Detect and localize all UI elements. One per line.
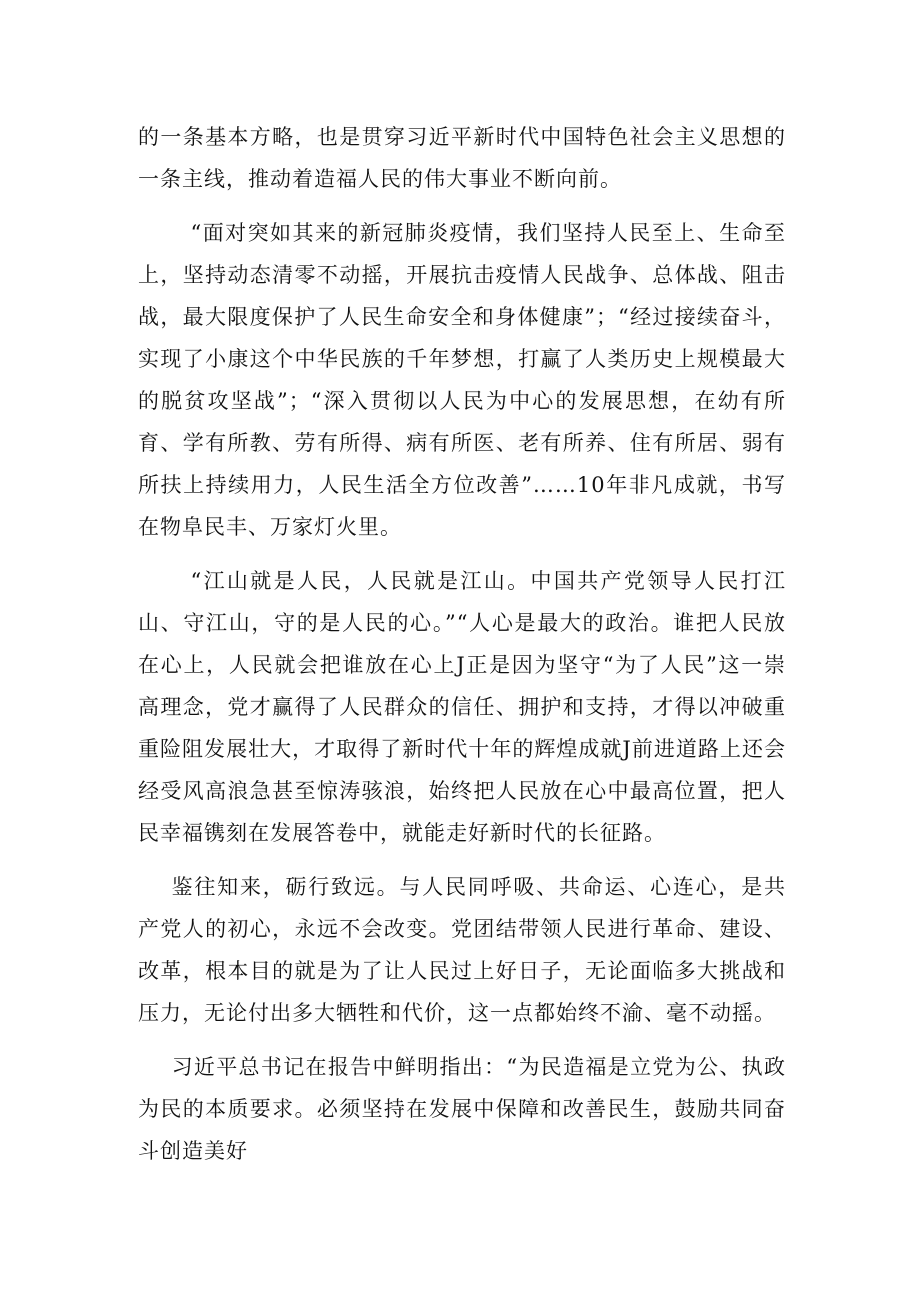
document-body bbox=[138, 116, 786, 1184]
paragraph-3: “江山就是人民，人民就是江山。中国共产党领导人民打江山、守江山，守的是人民的心。”“人心是最大的政治。谁把人民放在心上，人民就会把谁放在心上J正是因为坚守“为了人民”这一崇高理念，党才赢得了人民群众的信任、拥护和支持，才得以冲破重重险阻发展壮大，才取得了新时代十年的辉煌成就J前进道路上还会经受风高浪急甚至惊涛骇浪，始终把人民放在心中最高位置，把人民幸福镌刻在发展答卷中，就能走好新时代的长征路。 bbox=[138, 569, 786, 845]
paragraph-5: 习近平总书记在报告中鲜明指出：“为民造福是立党为公、执政为民的本质要求。必须坚持在发展中保障和改善民生，鼓励共同奋斗创造美好 bbox=[138, 1055, 786, 1163]
paragraph-4: 鉴往知来，砺行致远。与人民同呼吸、共命运、心连心，是共产党人的初心，永远不会改变。党团结带领人民进行革命、建设、改革，根本目的就是为了让人民过上好日子，无论面临多大挑战和压力，无论付出多大牺牲和代价，这一点都始终不渝、毫不动摇。 bbox=[138, 875, 786, 1025]
paragraph-2: “面对突如其来的新冠肺炎疫情，我们坚持人民至上、生命至上，坚持动态清零不动摇，开展抗击疫情人民战争、总体战、阻击战，最大限度保护了人民生命安全和身体健康”；“经过接续奋斗，实现了小康这个中华民族的千年梦想，打赢了人类历史上规模最大的脱贫攻坚战”；“深入贯彻以人民为中心的发展思想，在幼有所育、学有所教、劳有所得、病有所医、老有所养、住有所居、弱有所扶上持续用力，人民生活全方位改善”……10年非凡成就，书写在物阜民丰、万家灯火里。 bbox=[138, 221, 786, 539]
paragraph-1: 的一条基本方略，也是贯穿习近平新时代中国特色社会主义思想的一条主线，推动着造福人民的伟大事业不断向前。 bbox=[138, 125, 786, 191]
